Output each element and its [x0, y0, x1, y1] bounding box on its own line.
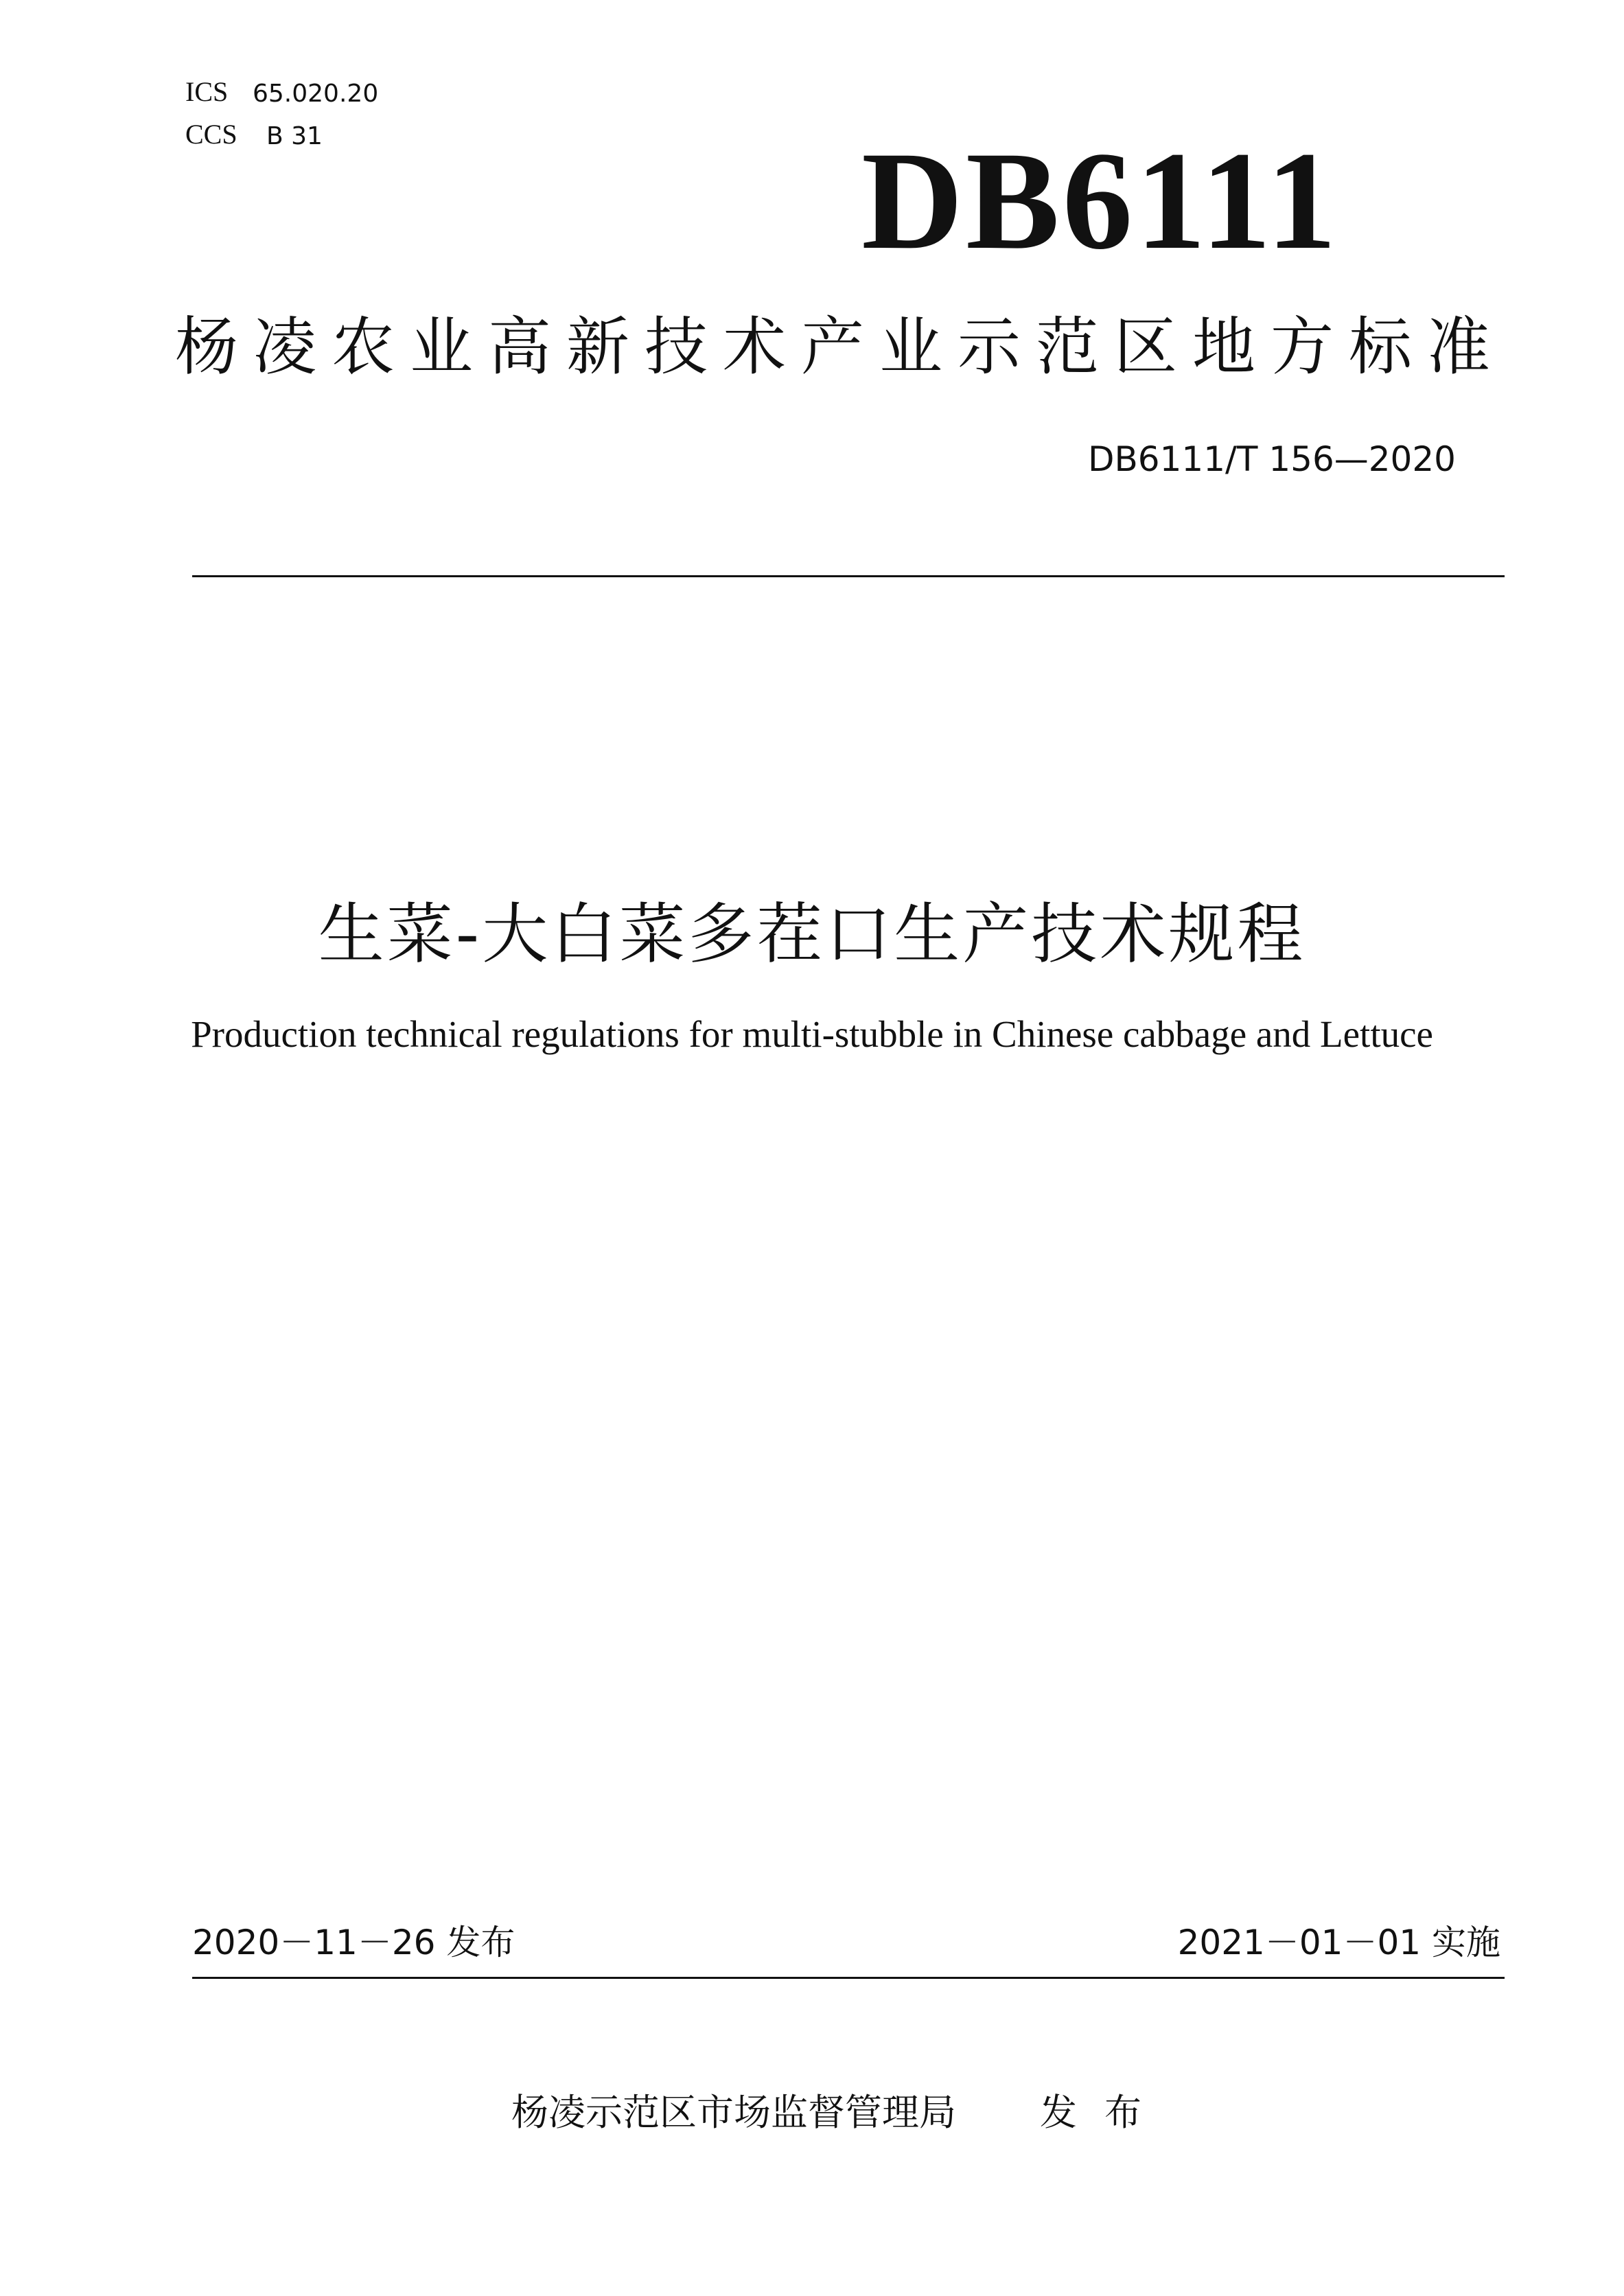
ics-label: ICS	[185, 76, 229, 107]
publisher-name: 杨凌示范区市场监督管理局	[511, 2091, 956, 2134]
document-title-english: Production technical regulations for multi-stubble in Chinese cabbage and Lettuce	[191, 1013, 1433, 1055]
ics-value: 65.020.20	[253, 80, 379, 108]
publish-label: 发布	[1040, 2091, 1169, 2134]
ccs-value: B 31	[266, 122, 323, 150]
ccs-label: CCS	[185, 119, 237, 150]
top-divider	[192, 575, 1505, 577]
bottom-divider	[192, 1977, 1505, 1979]
standard-code-heading: DB6111	[861, 123, 1340, 279]
standard-number: DB6111/T 156—2020	[1087, 439, 1456, 479]
issue-date: 2020－11－26 发布	[192, 1923, 515, 1962]
standard-type-title: 杨凌农业高新技术产业示范区地方标准	[175, 310, 1506, 384]
implementation-date: 2021－01－01 实施	[1177, 1923, 1500, 1962]
document-title-chinese: 生菜-大白菜多茬口生产技术规程	[318, 896, 1306, 973]
